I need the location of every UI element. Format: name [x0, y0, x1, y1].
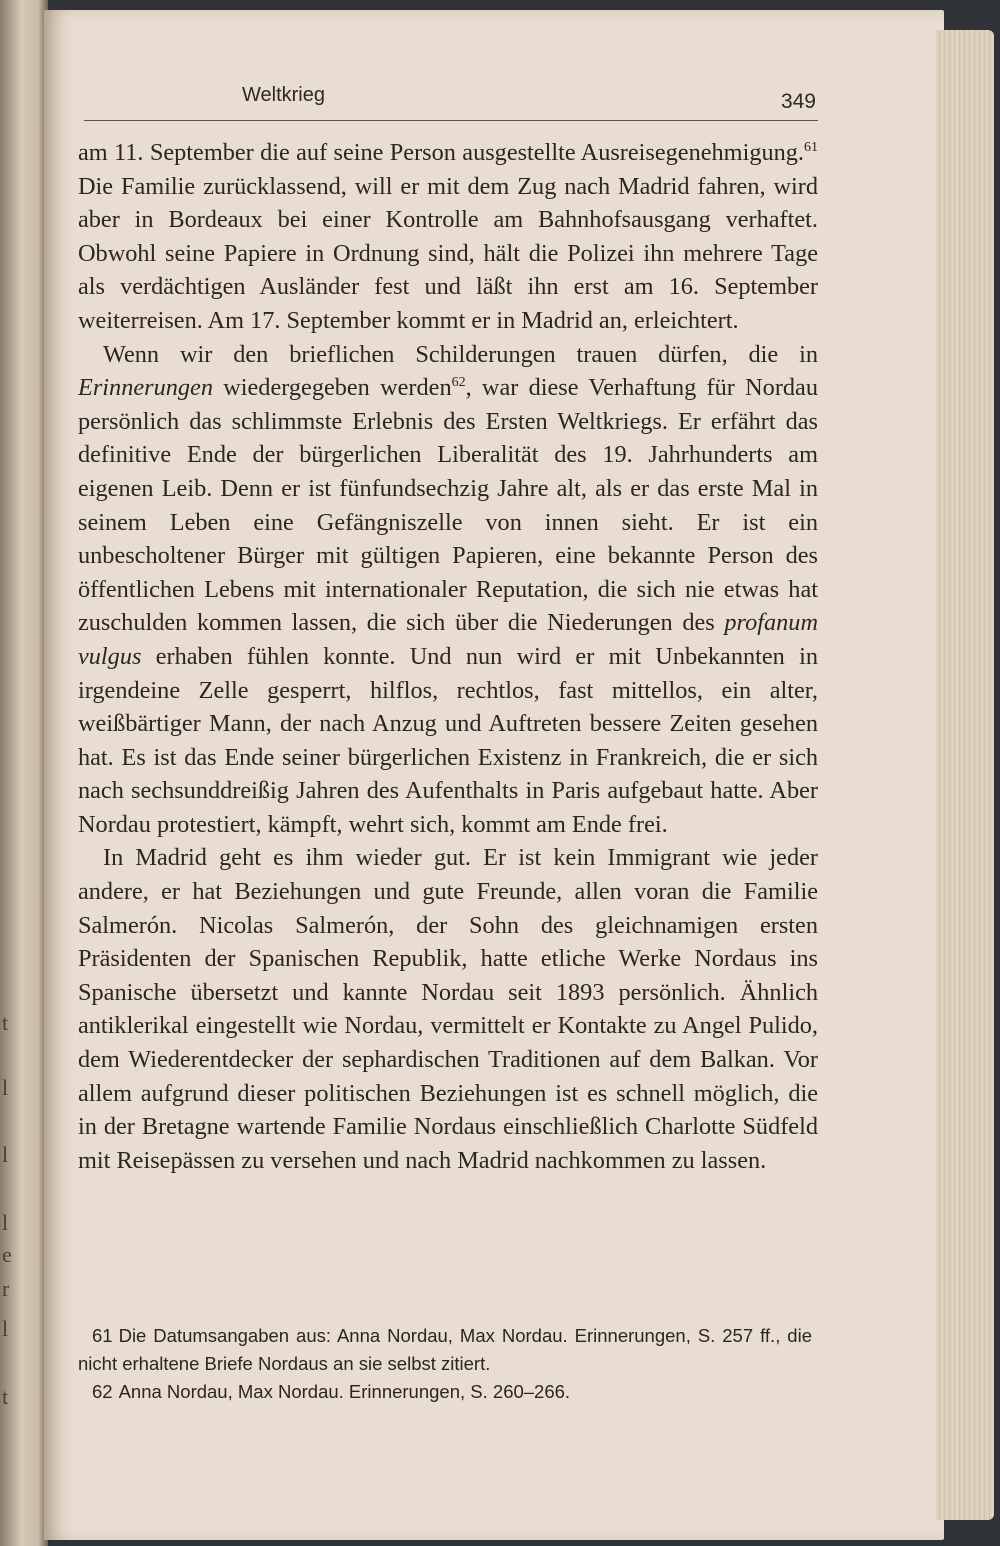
- page-number: 349: [780, 90, 816, 113]
- footnote-text: Die Datumsangaben aus: Anna Nordau, Max Nordau. Erinnerungen, S. 257 ff., die nicht erhaltene Briefe Nordaus an sie selbst zitiert.: [78, 1325, 812, 1374]
- paragraph-text: In Madrid geht es ihm wieder gut. Er ist kein Immigrant wie jeder andere, er hat Beziehungen und gute Freunde, allen voran die Familie Salmerón. Nicolas Salmerón, der Sohn des gleichnamigen ersten Präsidenten der Spanischen Republik, hatte etliche Werke Nordaus ins Spanische übersetzt und kannte Nordau seit 1893 persönlich. Ähnlich antiklerikal eingestellt wie Nordau, vermittelt er Kontakte zu Angel Pulido, dem Wiederentdecker der sephardischen Traditionen auf dem Balkan. Vor allem aufgrund dieser politischen Beziehungen ist es schnell möglich, die in der Bretagne wartende Familie Nordaus einschließlich Charlotte Südfeld mit Reisepässen zu versehen und nach Madrid nachkommen zu lassen.: [78, 844, 818, 1174]
- paragraph: [78, 338, 818, 842]
- paragraph-text: Die Familie zurücklassend, will er mit dem Zug nach Madrid fahren, wird aber in Bordeaux bei einer Kontrolle am Bahnhofsausgang verhaftet. Obwohl seine Papiere in Ordnung sind, hält die Polizei ihn mehrere Tage als verdächtigen Ausländer fest und läßt ihn erst am 16. September weiterreisen. Am 17. September kommt er in Madrid an, erleichtert.: [78, 172, 818, 334]
- paragraph: [78, 136, 818, 338]
- footnotes: [78, 1322, 812, 1406]
- footnote: [78, 1322, 812, 1378]
- paragraph: [78, 841, 818, 1177]
- paragraph-text: Wenn wir den brieflichen Schilderungen trauen dürfen, die in: [103, 340, 818, 368]
- footnote-number: 61: [92, 1325, 113, 1346]
- edge-letter: t: [2, 1010, 9, 1035]
- edge-letter: t: [2, 1384, 9, 1409]
- running-header: [84, 78, 818, 121]
- body-text: [78, 136, 818, 1177]
- footnote-reference: 62: [451, 375, 466, 391]
- edge-letter: l: [2, 1316, 9, 1341]
- edge-letter: l: [2, 1075, 9, 1100]
- page-stack-edge: [936, 30, 994, 1520]
- footnote: [78, 1378, 812, 1406]
- italic-title: Erinnerungen: [78, 374, 213, 402]
- italic-phrase: profanum vulgus: [78, 609, 818, 670]
- paragraph-text: am 11. September die auf seine Person ausgestellte Ausreisegenehmigung.: [78, 139, 804, 166]
- edge-letter: e: [2, 1242, 12, 1267]
- footnote-number: 62: [92, 1381, 113, 1402]
- edge-letter: l: [2, 1142, 9, 1167]
- edge-letter: r: [2, 1276, 10, 1301]
- paragraph-text: wiedergegeben werden: [212, 374, 452, 402]
- footnote-text: Anna Nordau, Max Nordau. Erinnerungen, S. 260–266.: [118, 1381, 571, 1402]
- paragraph-text: erhaben fühlen konnte. Und nun wird er mit Unbekannten in irgendeine Zelle gesperrt, hilflos, rechtlos, fast mittellos, ein alter, weißbärtiger Mann, der nach Anzug und Auftreten bessere Zeiten gesehen hat. Es ist das Ende seiner bürgerlichen Existenz in Frankreich, die er sich nach sechsunddreißig Jahren des Aufenthalts in Paris aufgebaut hatte. Aber Nordau protestiert, kämpft, wehrt sich, kommt am Ende frei.: [78, 642, 818, 838]
- running-title: Weltkrieg: [242, 84, 325, 106]
- left-page-edge: [0, 0, 48, 1546]
- edge-letter: l: [2, 1210, 9, 1235]
- paragraph-text: , war diese Verhaftung für Nordau persönlich das schlimmste Erlebnis des Ersten Weltkriegs. Er erfährt das definitive Ende der bürgerlichen Liberalität des 19. Jahrhunderts am eigenen Leib. Denn er ist fünfundsechzig Jahre alt, als er das erste Mal in seinem Leben eine Gefängniszelle von innen sieht. Er ist ein unbescholtener Bürger mit gültigen Papieren, eine bekannte Person des öffentlichen Lebens mit internationaler Reputation, die sich nie etwas hat zuschulden kommen lassen, die sich über die Niederungen des: [78, 374, 818, 637]
- footnote-reference: 61: [804, 140, 818, 155]
